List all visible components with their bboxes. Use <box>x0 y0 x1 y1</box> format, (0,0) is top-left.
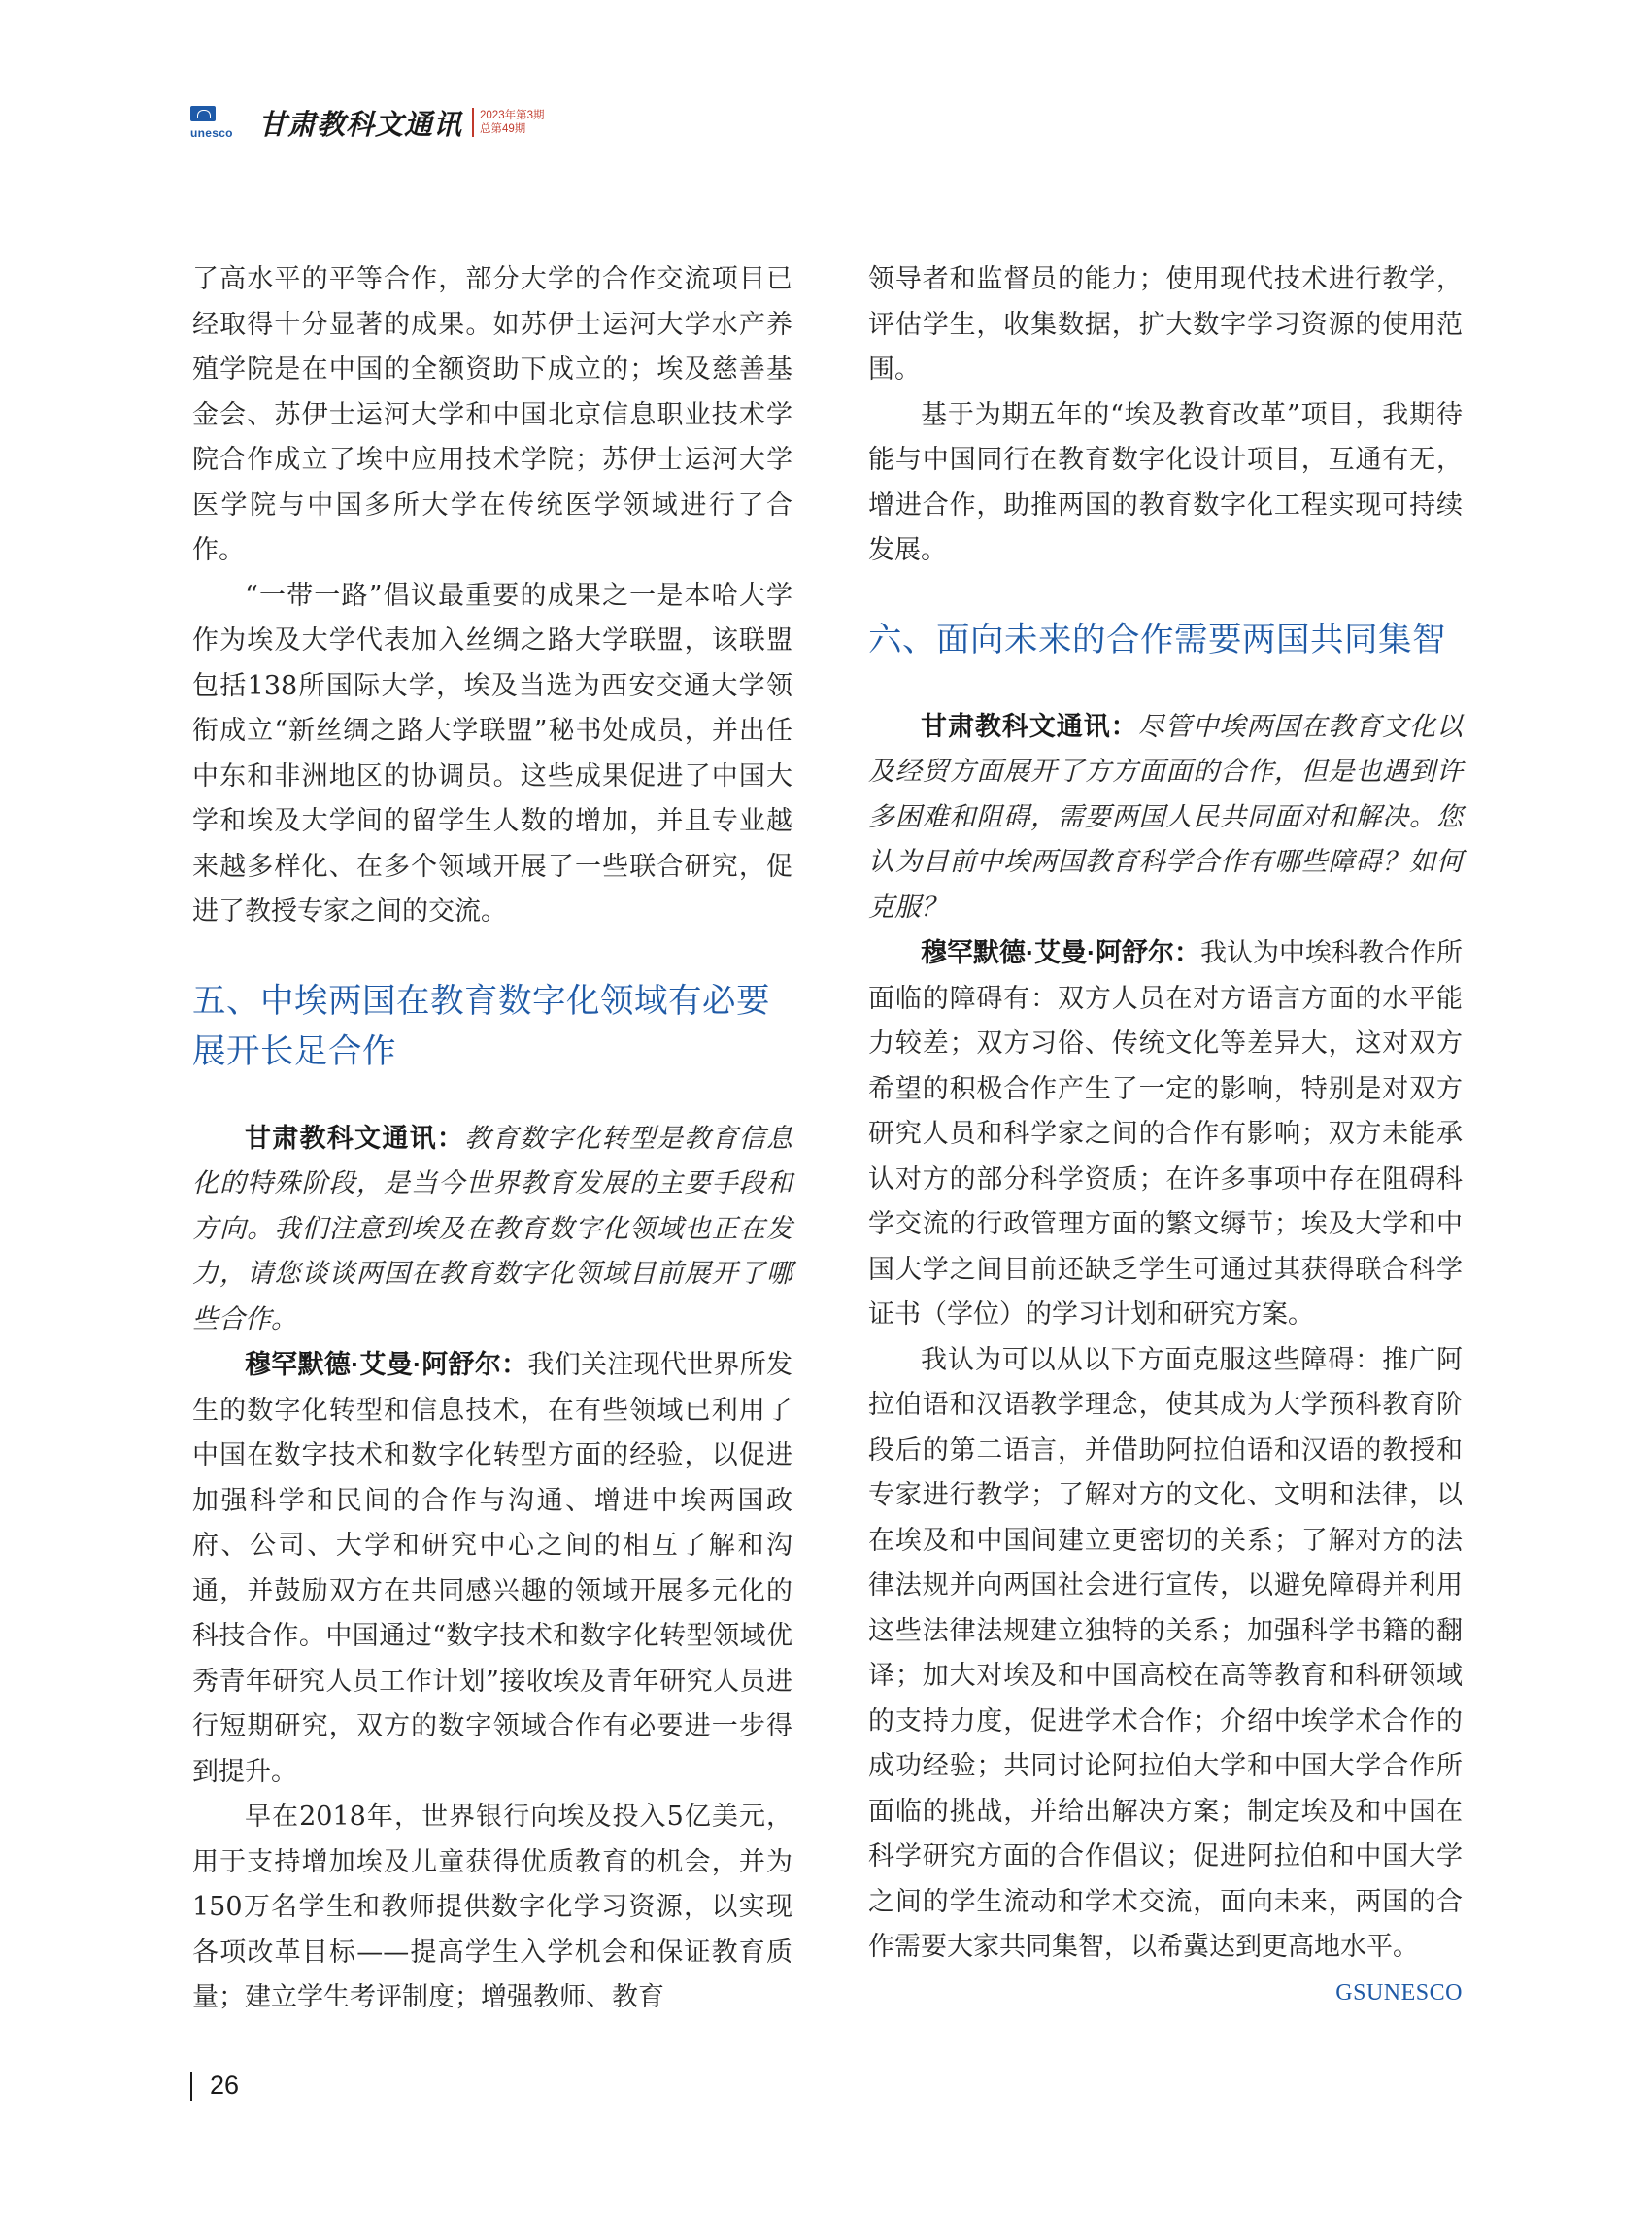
page-number: 26 <box>210 2071 240 2100</box>
unesco-logo <box>190 106 251 139</box>
page-footer <box>190 2071 239 2101</box>
issue-year: 2023年第3期 <box>480 110 545 121</box>
unesco-temple-icon <box>190 106 216 121</box>
right-column <box>868 257 1463 2015</box>
page-header <box>190 105 545 140</box>
issue-info <box>480 109 544 136</box>
question-speaker: 甘肃教科文通讯： <box>921 711 1138 741</box>
paragraph <box>868 1338 1463 2006</box>
question-speaker: 甘肃教科文通讯： <box>245 1123 465 1153</box>
answer-text: 我们关注现代世界所发生的数字化转型和信息技术，在有些领域已利用了中国在数字技术和数字化转型方面的经验，以促进加强科学和民间的合作与沟通、增进中埃两国政府、公司、大学和研究中心之间的相互了解和沟通，并鼓励双方在共同感兴趣的领域开展多元化的科技合作。中国通过“数字技术和数字化转型领域优秀青年研究人员工作计划”接收埃及青年研究人员进行短期研究，双方的数字领域合作有必要进一步得到提升。 <box>192 1350 792 1787</box>
issue-divider <box>472 108 474 137</box>
question-text: 尽管中埃两国在教育文化以及经贸方面展开了方方面面的合作，但是也遇到许多困难和阻碍，需要两国人民共同面对和解决。您认为目前中埃两国教育科学合作有哪些障碍？如何克服？ <box>868 711 1464 923</box>
signature: GSUNESCO <box>1335 1979 1463 2006</box>
interview-question <box>868 704 1463 931</box>
answer-text: 我认为中埃科教合作所面临的障碍有：双方人员在对方语言方面的水平能力较差；双方习俗、传统文化等差异大，这对双方希望的积极合作产生了一定的影响，特别是对双方研究人员和科学家之间的合作有影响；双方未能承认对方的部分科学资质；在许多事项中存在阻碍科学交流的行政管理方面的繁文缛节；埃及大学和中国大学之间目前还缺乏学生可通过其获得联合科学证书（学位）的学习计划和研究方案。 <box>868 938 1464 1330</box>
paragraph: 领导者和监督员的能力；使用现代技术进行教学，评估学生，收集数据，扩大数字学习资源的使用范围。 <box>868 264 1463 385</box>
answer-speaker: 穆罕默德·艾曼·阿舒尔： <box>921 938 1200 967</box>
paragraph-text: 我认为可以从以下方面克服这些障碍：推广阿拉伯语和汉语教学理念，使其成为大学预科教育阶段后的第二语言，并借助阿拉伯语和汉语的教授和专家进行教学；了解对方的文化、文明和法律，以在埃及和中国间建立更密切的关系；了解对方的法律法规并向两国社会进行宣传，以避免障碍并利用这些法律法规建立独特的关系；加强科学书籍的翻译；加大对埃及和中国高校在高等教育和科研领域的支持力度，促进学术合作；介绍中埃学术合作的成功经验；共同讨论阿拉伯大学和中国大学合作所面临的挑战，并给出解决方案；制定埃及和中国在科学研究方面的合作倡议；促进阿拉伯和中国大学之间的学生流动和学术交流，面向未来，两国的合作需要大家共同集智，以希冀达到更高地水平。 <box>868 1344 1463 1962</box>
paragraph: 了高水平的平等合作，部分大学的合作交流项目已经取得十分显著的成果。如苏伊士运河大学水产养殖学院是在中国的全额资助下成立的；埃及慈善基金会、苏伊士运河大学和中国北京信息职业技术学院合作成立了埃中应用技术学院；苏伊士运河大学医学院与中国多所大学在传统医学领域进行了合作。 <box>192 264 792 565</box>
issue-total: 总第49期 <box>480 123 526 135</box>
paragraph: 早在2018年，世界银行向埃及投入5亿美元，用于支持增加埃及儿童获得优质教育的机会，并为150万名学生和教师提供数字化学习资源，以实现各项改革目标——提高学生入学机会和保证教育质量；建立学生考评制度；增强教师、教育 <box>192 1802 792 2012</box>
answer-speaker: 穆罕默德·艾曼·阿舒尔： <box>245 1350 528 1379</box>
section-heading-5: 五、中埃两国在教育数字化领域有必要展开长足合作 <box>192 982 770 1070</box>
magazine-title: 甘肃教科文通讯 <box>258 107 463 141</box>
paragraph: 基于为期五年的“埃及教育改革”项目，我期待能与中国同行在教育数字化设计项目，互通有无，增进合作，助推两国的教育数字化工程实现可持续发展。 <box>868 399 1463 565</box>
question-text: 教育数字化转型是教育信息化的特殊阶段，是当今世界教育发展的主要手段和方向。我们注意到埃及在教育数字化领域也正在发力，请您谈谈两国在教育数字化领域目前展开了哪些合作。 <box>192 1123 793 1334</box>
footer-divider <box>190 2072 192 2101</box>
unesco-logo-text: unesco <box>190 126 233 140</box>
section-heading-6: 六、面向未来的合作需要两国共同集智 <box>868 621 1446 658</box>
interview-answer <box>868 930 1463 1338</box>
paragraph: “一带一路”倡议最重要的成果之一是本哈大学作为埃及大学代表加入丝绸之路大学联盟，该联盟包括138所国际大学，埃及当选为西安交通大学领衔成立“新丝绸之路大学联盟”秘书处成员，并出任中东和非洲地区的协调员。这些成果促进了中国大学和埃及大学间的留学生人数的增加，并且专业越来越多样化、在多个领域开展了一些联合研究，促进了教授专家之间的交流。 <box>192 580 792 927</box>
left-column <box>192 257 792 2021</box>
interview-question <box>192 1116 792 1343</box>
interview-answer <box>192 1342 792 1795</box>
